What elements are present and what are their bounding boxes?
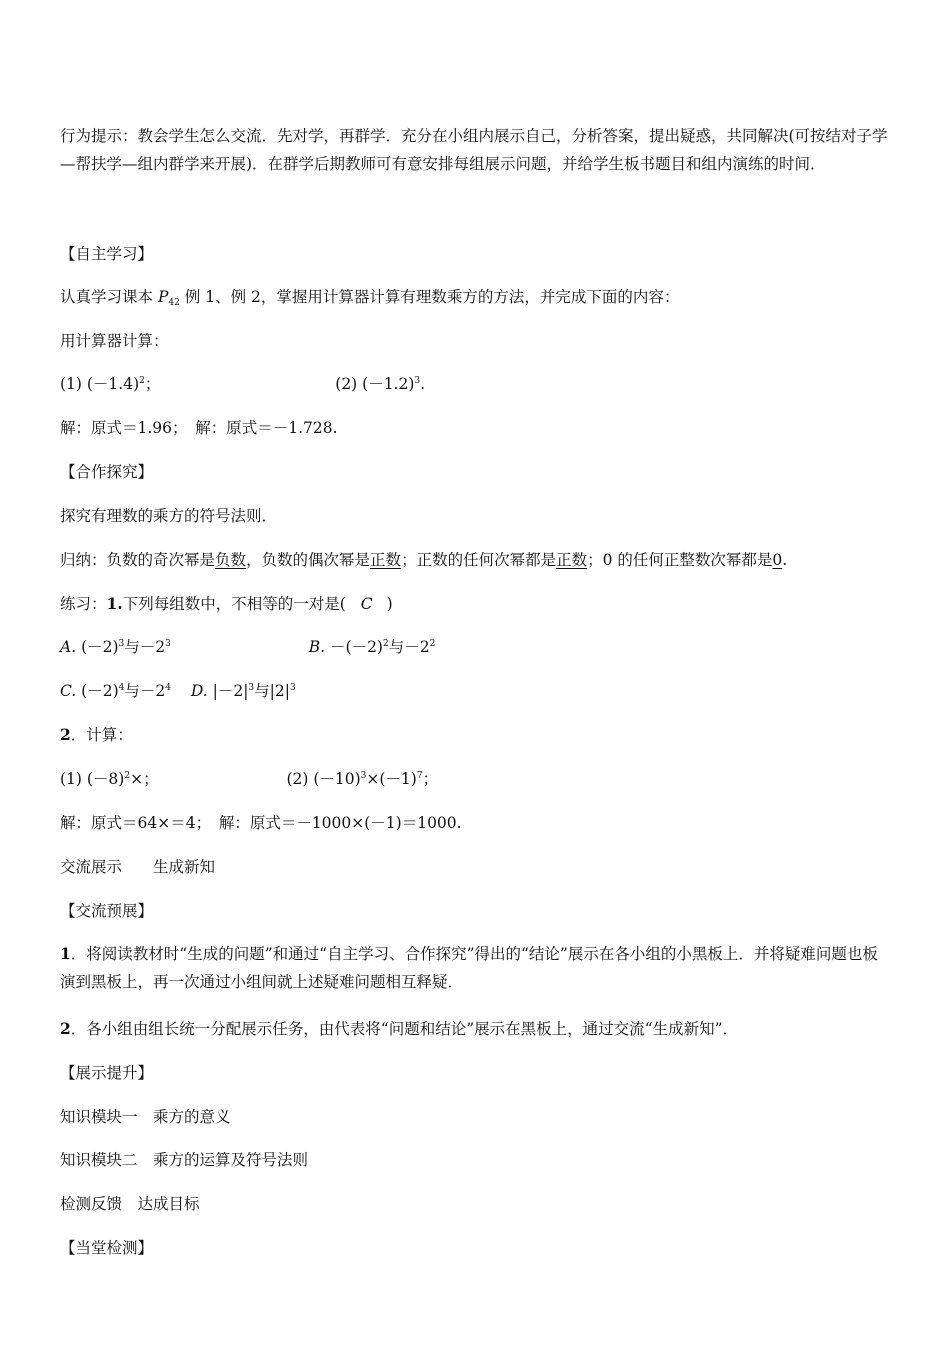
- exercise-label: 练习：: [60, 595, 107, 613]
- exchange-item-2: 2．各小组由组长统一分配展示任务，由代表将“问题和结论”展示在黑板上，通过交流“生成新知”．: [60, 1019, 738, 1038]
- calc-1: (1) $(-8)^2\times$；: [60, 770, 159, 788]
- problem-2: (2) $(-1.2)^3$.: [335, 375, 426, 393]
- hint-text: 行为提示：教会学生怎么交流．先对学，再群学．充分在小组内展示自己，分析答案，提出疑惑，共同解决(可按结对子学—帮扶学—组内群学来开展)．在群学后期教师可有意安排每组展示问题，并给学生板书题目和组内演练的时间．: [60, 127, 888, 173]
- option-a: A. $(-2)^3$与$-2^3$: [60, 638, 171, 656]
- option-d: D. $|-2|^3$与$|2|^3$: [190, 682, 296, 700]
- summary-line: 归纳：负数的奇次幂是负数，负数的偶次幂是正数；正数的任何次幂都是正数；0 的任何正整数次幂都是0.: [60, 551, 788, 569]
- exchange-item-1: 1．将阅读教材时“生成的问题”和通过“自主学习、合作探究”得出的“结论”展示在各小组的小黑板上．并将疑难问题也板演到黑板上，再一次通过小组间就上述疑难问题相互释疑．: [60, 944, 878, 991]
- answer-blank-1: 负数: [215, 551, 247, 569]
- exercise-1-answer: C: [360, 595, 373, 613]
- exchange-title: 交流展示 生成新知: [60, 858, 216, 876]
- intro-text-b: 例 1、例 2，掌握用计算器计算有理数乘方的方法，并完成下面的内容：: [184, 288, 680, 306]
- self-study-intro: [60, 284, 890, 310]
- calc-exercises: [60, 766, 890, 792]
- coop-solution: 解：原式＝64×＝4； 解：原式＝－1000×(－1)＝1000.: [60, 814, 462, 832]
- exercise-1: 练习：1.下列每组数中，不相等的一对是( C ): [60, 594, 393, 613]
- exchange-heading: 【交流预展】: [60, 902, 154, 920]
- answer-blank-2: 正数: [370, 551, 402, 569]
- feedback-title: 检测反馈 达成目标: [60, 1195, 200, 1213]
- exercise-2: 2．计算：: [60, 725, 133, 744]
- self-study-solution: 解：原式＝1.96； 解：原式＝－1.728.: [60, 419, 338, 437]
- calc-problems: [60, 371, 890, 397]
- option-c: C. $(-2)^4$与$-2^4$: [60, 682, 171, 700]
- answer-blank-4: 0: [772, 551, 783, 569]
- coop-heading: 【合作探究】: [60, 463, 154, 481]
- page-letter: P: [157, 288, 169, 306]
- self-study-heading: 【自主学习】: [60, 245, 154, 263]
- options-ab: [60, 634, 890, 660]
- answer-blank-3: 正数: [556, 551, 588, 569]
- behavior-hint: [60, 122, 890, 178]
- problem-1: (1) $(-1.4)^2$；: [60, 375, 161, 393]
- exercise-1-number: 1.: [106, 594, 123, 613]
- calc-2: (2) $(-10)^3\times(-1)^7$；: [286, 770, 439, 788]
- exercise-2-number: 2: [60, 725, 71, 744]
- module-2: 知识模块二 乘方的运算及符号法则: [60, 1151, 309, 1169]
- intro-text-a: 认真学习课本: [60, 288, 154, 306]
- options-cd: [60, 678, 890, 704]
- page-number: 42: [168, 298, 180, 308]
- test-heading: 【当堂检测】: [60, 1239, 154, 1257]
- show-heading: 【展示提升】: [60, 1064, 154, 1082]
- calc-label: 用计算器计算：: [60, 332, 169, 350]
- coop-topic: 探究有理数的乘方的符号法则．: [60, 507, 278, 525]
- module-1: 知识模块一 乘方的意义: [60, 1108, 231, 1126]
- option-b: B. $-(-2)^2$与$-2^2$: [308, 638, 436, 656]
